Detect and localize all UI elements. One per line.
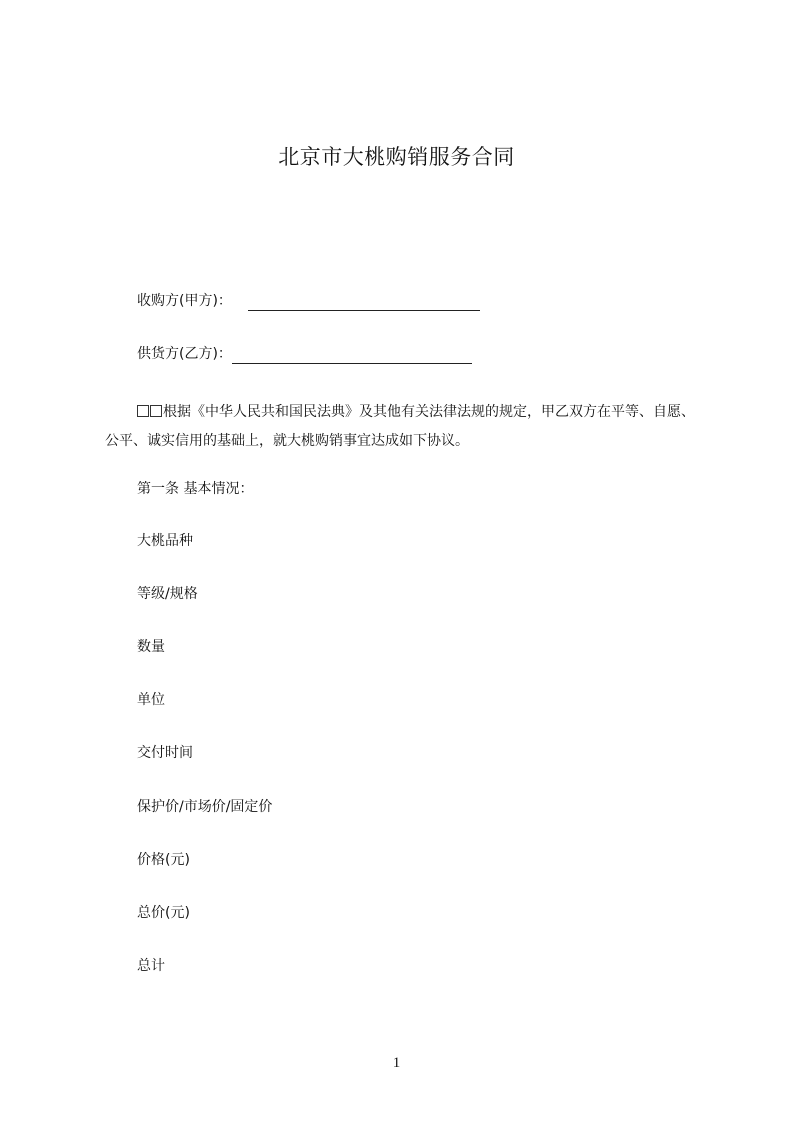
field-grand-total: 总计 [137, 958, 165, 974]
field-peach-variety: 大桃品种 [137, 533, 193, 549]
party-b-blank[interactable] [232, 347, 472, 364]
field-unit: 单位 [137, 692, 165, 708]
field-quantity: 数量 [137, 639, 165, 655]
page-number: 1 [392, 1055, 401, 1071]
field-grade-spec: 等级/规格 [137, 586, 198, 602]
placeholder-box-icon [150, 405, 162, 417]
article-1-heading: 第一条 基本情况： [137, 481, 254, 497]
field-total-price: 总价(元) [137, 905, 190, 921]
field-price-type: 保护价/市场价/固定价 [137, 799, 273, 815]
intro-paragraph [105, 398, 705, 456]
intro-text: 根据《中华人民共和国民法典》及其他有关法律法规的规定，甲乙双方在平等、自愿、公平、诚实信用的基础上，就大桃购销事宜达成如下协议。 [105, 404, 695, 449]
party-b-label: 供货方(乙方)： [137, 346, 232, 362]
party-a-blank[interactable] [248, 294, 480, 311]
field-delivery-time: 交付时间 [137, 745, 193, 761]
placeholder-box-icon [137, 405, 149, 417]
field-price: 价格(元) [137, 852, 190, 868]
party-a-label: 收购方(甲方)： [137, 293, 232, 309]
contract-title: 北京市大桃购销服务合同 [278, 145, 515, 169]
party-b-line [137, 344, 472, 364]
party-a-line [137, 291, 480, 311]
